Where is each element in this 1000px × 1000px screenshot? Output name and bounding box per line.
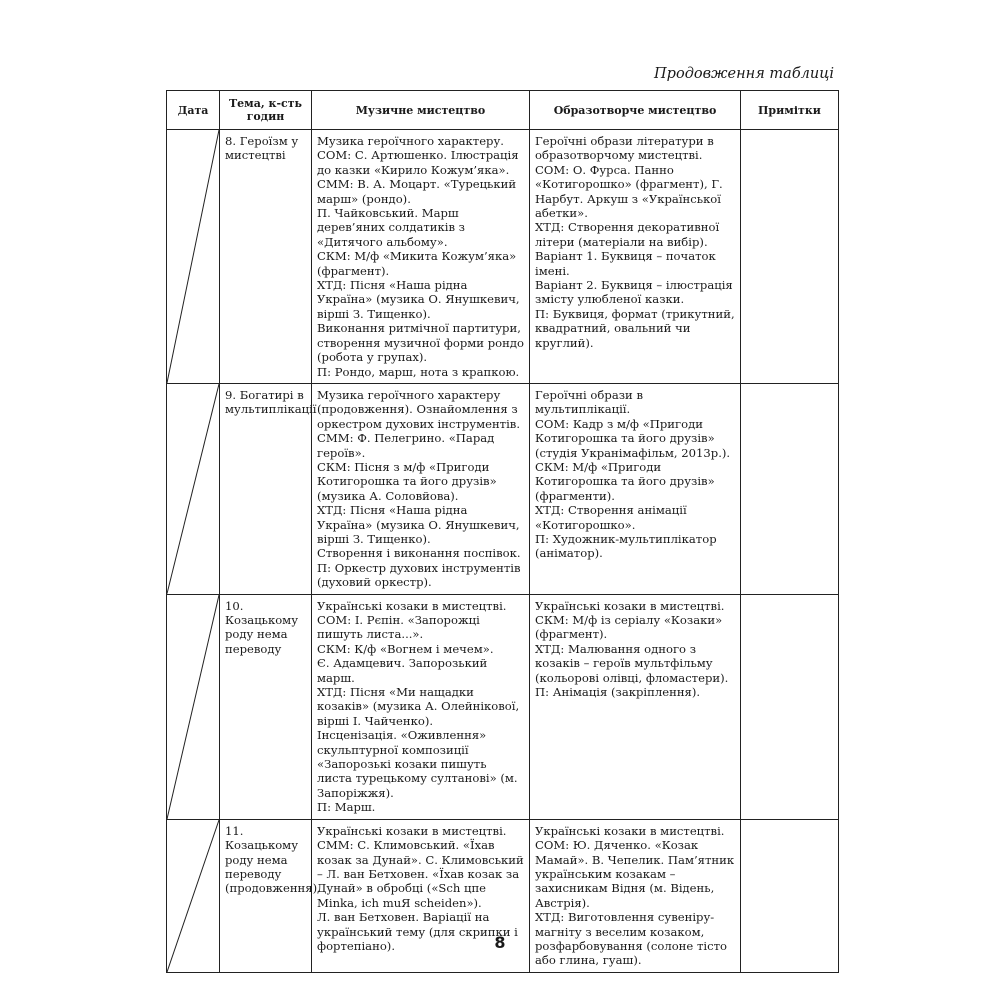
- art-paragraph: ХТД: Виготовлення сувеніру-магніту з веселим козаком, розфарбовування (солоне тісто або глина, гуаш).: [535, 910, 727, 968]
- diagonal-divider: [167, 384, 219, 594]
- art-paragraph: СКМ: М/ф із серіалу «Козаки» (фрагмент).: [535, 613, 723, 642]
- art-paragraph: ХТД: Малювання одного з козаків – героїв мультфільму (кольорові олівці, фломастери).: [535, 641, 729, 685]
- art-paragraph: Героїчні образи в мультиплікації.: [535, 387, 643, 417]
- music-paragraph: СОМ: С. Артюшенко. Ілюстрація до казки «Кирило Кожум’яка».: [317, 148, 519, 177]
- art-paragraph: Українські козаки в мистецтві.: [535, 823, 725, 838]
- header-date: Дата: [167, 91, 220, 130]
- music-cell: [312, 383, 530, 594]
- music-paragraph: Л. ван Бетховен. Варіації на український тему (для скрипки і фортепіано).: [317, 910, 518, 953]
- notes-cell[interactable]: [741, 594, 839, 819]
- art-paragraph: Варіант 1. Буквиця – початок імені.: [535, 249, 716, 278]
- art-paragraph: СОМ: Ю. Дяченко. «Козак Мамай». В. Чепелик. Пам’ятник українським козакам – захисникам Відня (м. Відень, Австрія).: [535, 838, 735, 910]
- music-paragraph: Є. Адамцевич. Запорозький марш.: [317, 656, 488, 685]
- music-paragraph: Музика героїчного характеру (продовження). Ознайомлення з оркестром духових інструментів.: [317, 387, 521, 431]
- art-paragraph: СКМ: М/ф «Пригоди Котигорошка та його друзів» (фрагменти).: [535, 459, 715, 503]
- notes-cell[interactable]: [741, 130, 839, 384]
- header-topic: Тема, к-сть годин: [220, 91, 312, 130]
- art-cell: [530, 594, 741, 819]
- page-number: 8: [494, 933, 506, 952]
- music-paragraph: Українські козаки в мистецтві.: [317, 823, 507, 838]
- music-paragraph: П. Чайковський. Марш дерев’яних солдатиків з «Дитячого альбому».: [317, 206, 466, 249]
- art-paragraph: ХТД: Створення декоративної літери (матеріали на вибір).: [535, 220, 720, 249]
- topic-cell: 10. Козацькому роду нема переводу: [220, 594, 312, 819]
- topic-cell: 9. Богатирі в мультиплікації: [220, 383, 312, 594]
- diagonal-divider: [167, 130, 219, 383]
- music-paragraph: Виконання ритмічної партитури, створення музичної форми рондо (робота у групах).: [317, 321, 524, 365]
- music-paragraph: СММ: Ф. Пелегрино. «Парад героїв».: [317, 431, 495, 460]
- music-paragraph: Створення і виконання поспівок.: [317, 546, 521, 561]
- art-paragraph: П: Буквиця, формат (трикутний, квадратний, овальний чи круглий).: [535, 306, 735, 350]
- music-paragraph: П: Рондо, марш, нота з крапкою.: [317, 364, 520, 379]
- music-paragraph: СКМ: К/ф «Вогнем і мечем».: [317, 641, 494, 656]
- music-paragraph: СММ: С. Климовський. «Їхав козак за Дунай». С. Климовський – Л. ван Бетховен. «Їхав козак за Дунай» в обробці («Sch цпе Minka, ich muЯ scheiden»).: [317, 838, 524, 910]
- music-paragraph: ХТД: Пісня «Наша рідна Україна» (музика О. Янушкевич, вірші З. Тищенко).: [317, 503, 520, 546]
- music-paragraph: СММ: В. А. Моцарт. «Турецький марш» (рондо).: [317, 177, 517, 206]
- music-paragraph: Музика героїчного характеру.: [317, 134, 504, 148]
- date-cell[interactable]: [167, 130, 220, 384]
- notes-cell[interactable]: [741, 383, 839, 594]
- art-paragraph: П: Художник-мультиплікатор (аніматор).: [535, 531, 717, 561]
- music-paragraph: Інсценізація. «Оживлення» скульптурної композиції «Запорозькі козаки пишуть листа турецькому султанові» (м. Запоріжжя).: [317, 728, 518, 800]
- art-paragraph: П: Анімація (закріплення).: [535, 685, 701, 700]
- music-paragraph: П: Оркестр духових інструментів (духовий оркестр).: [317, 560, 521, 590]
- music-paragraph: ХТД: Пісня «Наша рідна Україна» (музика О. Янушкевич, вірші З. Тищенко).: [317, 278, 520, 321]
- header-notes: Примітки: [741, 91, 839, 130]
- music-paragraph: СКМ: М/ф «Микита Кожум’яка» (фрагмент).: [317, 249, 517, 278]
- art-paragraph: СОМ: Кадр з м/ф «Пригоди Котигорошка та його друзів» (студія Укранімафільм, 2013р.).: [535, 416, 731, 460]
- topic-cell: 11. Козацькому роду нема переводу (продовження).: [220, 819, 312, 972]
- header-music: Музичне мистецтво: [312, 91, 530, 130]
- date-cell[interactable]: [167, 383, 220, 594]
- art-cell: [530, 383, 741, 594]
- music-paragraph: Українські козаки в мистецтві.: [317, 598, 507, 613]
- topic-cell: 8. Героїзм у мистецтві: [220, 130, 312, 384]
- date-cell[interactable]: [167, 594, 220, 819]
- table-row: [167, 383, 839, 594]
- art-cell: [530, 130, 741, 384]
- header-art: Образотворче мистецтво: [530, 91, 741, 130]
- music-paragraph: ХТД: Пісня «Ми нащадки козаків» (музика А. Олейнікової, вірші І. Чайченко).: [317, 685, 520, 728]
- art-paragraph: Українські козаки в мистецтві.: [535, 598, 725, 613]
- music-cell: [312, 594, 530, 819]
- table-continuation-caption: Продовження таблиці: [654, 66, 834, 82]
- music-paragraph: П: Марш.: [317, 800, 376, 815]
- music-paragraph: СОМ: І. Рєпін. «Запорожці пишуть листа...».: [317, 613, 480, 642]
- music-paragraph: СКМ: Пісня з м/ф «Пригоди Котигорошка та його друзів» (музика А. Соловйова).: [317, 459, 497, 503]
- art-paragraph: Героїчні образи літератури в образотворчому мистецтві.: [535, 134, 714, 163]
- table-row: [167, 130, 839, 384]
- art-paragraph: ХТД: Створення анімації «Котигорошко».: [535, 503, 687, 532]
- art-paragraph: СОМ: О. Фурса. Панно «Котигорошко» (фрагмент), Г. Нарбут. Аркуш з «Української абетки».: [535, 162, 723, 221]
- curriculum-table: [166, 90, 839, 973]
- diagonal-divider: [167, 595, 219, 819]
- music-cell: [312, 130, 530, 384]
- table-row: [167, 594, 839, 819]
- art-paragraph: Варіант 2. Буквиця – ілюстрація змісту улюбленої казки.: [535, 278, 733, 307]
- table-header-row: [167, 91, 839, 130]
